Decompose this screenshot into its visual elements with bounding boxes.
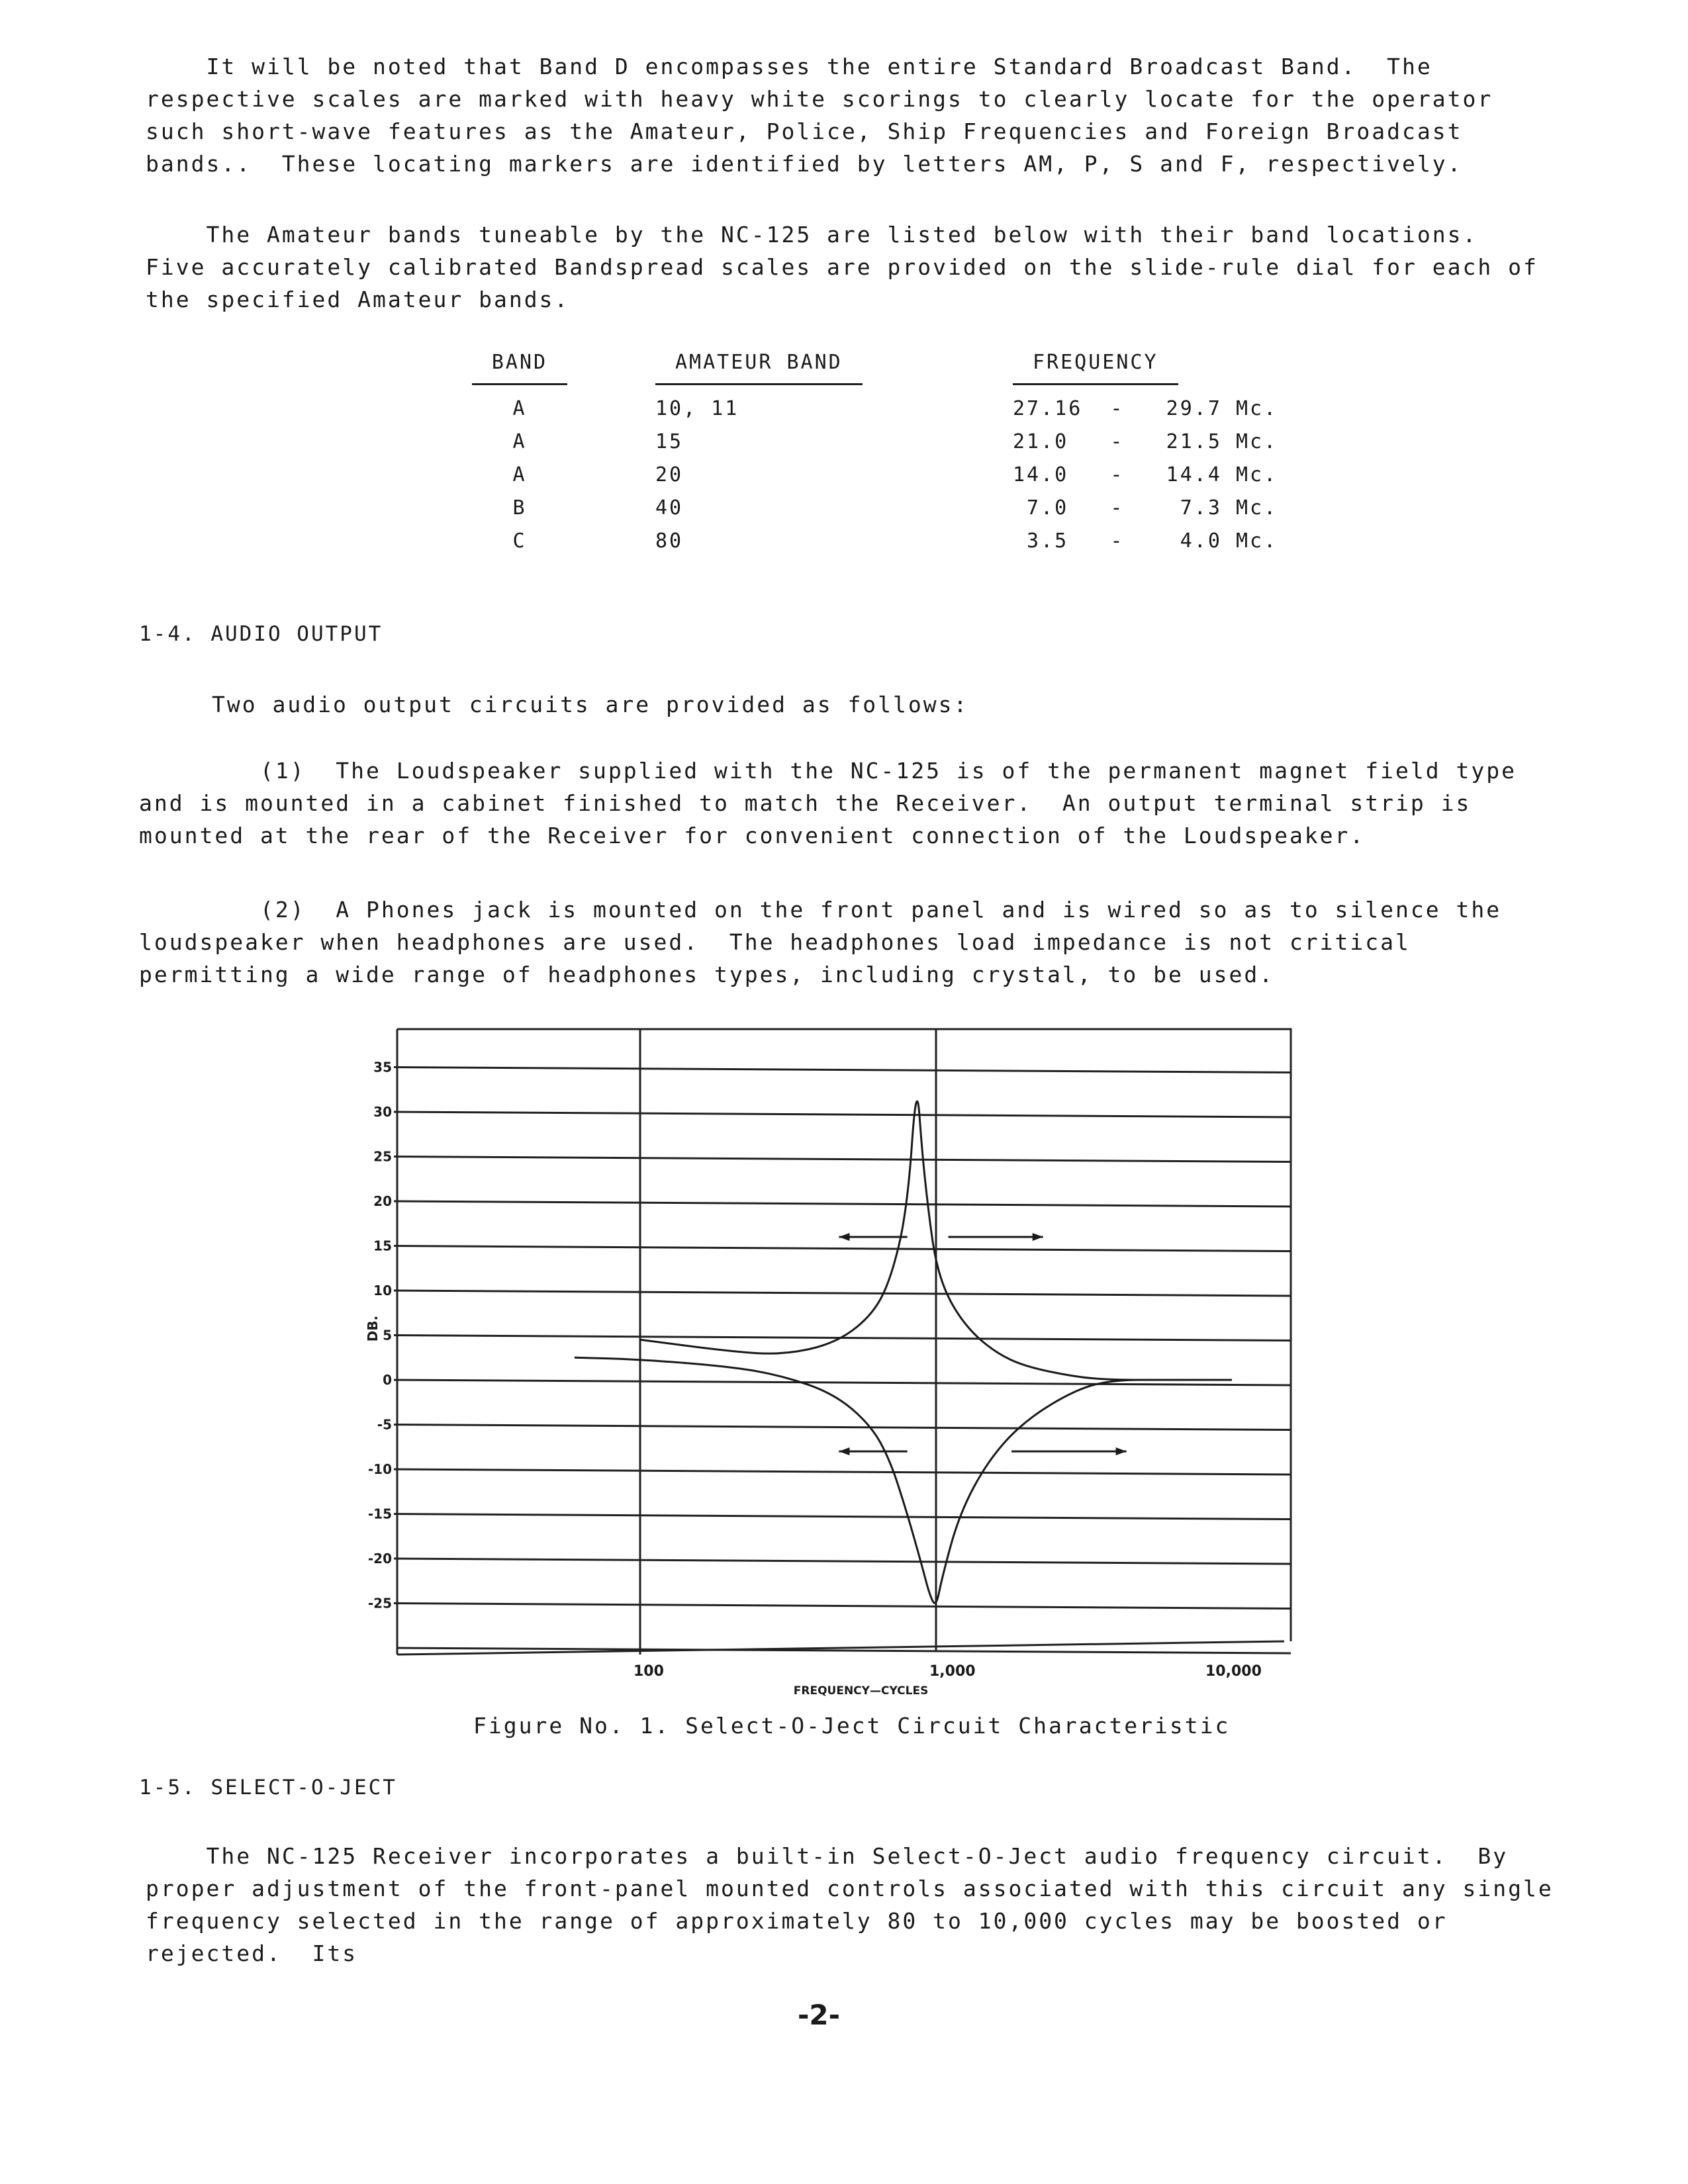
arrow-left-head xyxy=(839,1233,849,1241)
y-tick-label: 35 xyxy=(373,1059,392,1075)
arrow-left-head xyxy=(839,1447,849,1455)
x-tick-label: 100 xyxy=(633,1663,664,1680)
frequency-cell: 14.0 - 14.4 Mc. xyxy=(1013,463,1278,486)
table-row xyxy=(463,394,1291,428)
y-grid-line xyxy=(394,1246,1291,1251)
x-tick-label: 1,000 xyxy=(929,1663,976,1680)
frequency-cell: 3.5 - 4.0 Mc. xyxy=(1013,529,1278,553)
amateur-cell: 15 xyxy=(655,430,684,453)
y-tick-label: -15 xyxy=(367,1506,392,1522)
audio-output-item-2: (2) A Phones jack is mounted on the front panel and is wired so as to silence the loudspeaker when headphones are used. The headphones load impedance is not critical permitting a wide range of headphones types, including crystal, to be used. xyxy=(139,897,1517,987)
figure-caption: Figure No. 1. Select-O-Ject Circuit Characteristic xyxy=(473,1713,1231,1739)
chart-grid xyxy=(394,1029,1291,1655)
intro-paragraph-1: It will be noted that Band D encompasses the entire Standard Broadcast Band. The respective scales are marked with heavy white scorings to clearly locate for the operator such short-wave features as the Amateur, Police, Ship Frequencies and Foreign Broadcast bands.. These locating markers are identified by letters AM, P, S and F, respectively. xyxy=(146,54,1509,177)
amateur-column-header: AMATEUR BAND xyxy=(576,351,960,394)
y-axis-label: DB. xyxy=(365,1315,381,1342)
audio-output-item-1: (1) The Loudspeaker supplied with the NC-125 is of the permanent magnet field type and is mounted in a cabinet finished to match the Receiver. An output terminal strip is mounted at the rear of the Receiver for convenient connection of the Loudspeaker. xyxy=(139,758,1532,848)
amateur-cell: 80 xyxy=(655,529,684,553)
y-tick-label: -20 xyxy=(367,1551,392,1567)
arrow-right-head xyxy=(1033,1233,1043,1241)
y-tick-label: 0 xyxy=(383,1372,392,1388)
y-grid-line xyxy=(394,1112,1291,1117)
table-row xyxy=(463,461,1291,494)
frequency-cell: 21.0 - 21.5 Mc. xyxy=(1013,430,1278,453)
frequency-cell: 27.16 - 29.7 Mc. xyxy=(1013,397,1278,420)
x-tick-label: 10,000 xyxy=(1205,1663,1262,1680)
chart-arrows xyxy=(839,1233,1126,1455)
y-grid-line xyxy=(394,1157,1291,1162)
y-grid-line xyxy=(394,1469,1291,1475)
chart-series xyxy=(575,1101,1232,1603)
amateur-cell: 10, 11 xyxy=(655,397,739,420)
amateur-band-table xyxy=(463,351,1291,560)
table-row xyxy=(463,428,1291,461)
arrow-right-head xyxy=(1116,1447,1127,1455)
intro-paragraph-2: The Amateur bands tuneable by the NC-125 are listed below with their band locations. Five accurately calibrated Bandspread scales are provided on the slide-rule dial for each of the specified Amateur bands. xyxy=(146,222,1554,312)
y-tick-label: 5 xyxy=(383,1327,392,1343)
band-cell: C xyxy=(512,529,527,553)
y-tick-label: 30 xyxy=(373,1104,392,1120)
band-cell: A xyxy=(512,430,527,453)
x-axis-label: FREQUENCY—CYCLES xyxy=(793,1684,929,1698)
y-tick-label: 20 xyxy=(373,1193,392,1209)
band-cell: B xyxy=(512,496,527,520)
y-grid-line xyxy=(394,1291,1291,1296)
band-column-header: BAND xyxy=(463,351,576,394)
table-row xyxy=(463,494,1291,527)
select-o-ject-paragraph: The NC-125 Receiver incorporates a built-in Select-O-Ject audio frequency circuit. By proper adjustment of the front-panel mounted controls associated with this circuit any single frequency selected in the range of approximately 80 to 10,000 cycles may be boosted or rejected. Its xyxy=(146,1843,1569,1966)
table-row xyxy=(463,527,1291,560)
select-o-ject-chart xyxy=(344,1016,1350,1704)
page-number: -2- xyxy=(798,1999,841,2031)
amateur-cell: 20 xyxy=(655,463,684,486)
amateur-cell: 40 xyxy=(655,496,684,520)
y-tick-label: -5 xyxy=(377,1416,392,1433)
y-tick-label: -25 xyxy=(367,1595,392,1612)
frequency-column-header: FREQUENCY xyxy=(960,351,1291,394)
series-reject-line xyxy=(575,1357,1232,1603)
y-tick-label: 25 xyxy=(373,1148,392,1165)
x-tick-labels xyxy=(633,1663,1262,1680)
y-grid-line xyxy=(394,1604,1291,1609)
y-grid-line xyxy=(394,1068,1291,1073)
y-grid-line xyxy=(394,1559,1291,1564)
frequency-cell: 7.0 - 7.3 Mc. xyxy=(1013,496,1278,520)
y-tick-label: -10 xyxy=(367,1461,392,1477)
band-cell: A xyxy=(512,463,527,486)
y-grid-line xyxy=(394,1425,1291,1430)
y-grid-line xyxy=(394,1201,1291,1206)
y-tick-label: 10 xyxy=(373,1283,392,1298)
band-cell: A xyxy=(512,397,527,420)
audio-output-intro: Two audio output circuits are provided as follows: xyxy=(212,692,969,717)
y-grid-line xyxy=(394,1514,1291,1520)
audio-output-heading: 1-4. AUDIO OUTPUT xyxy=(139,622,383,646)
y-tick-label: 15 xyxy=(373,1238,392,1254)
select-o-ject-heading: 1-5. SELECT-O-JECT xyxy=(139,1776,397,1799)
